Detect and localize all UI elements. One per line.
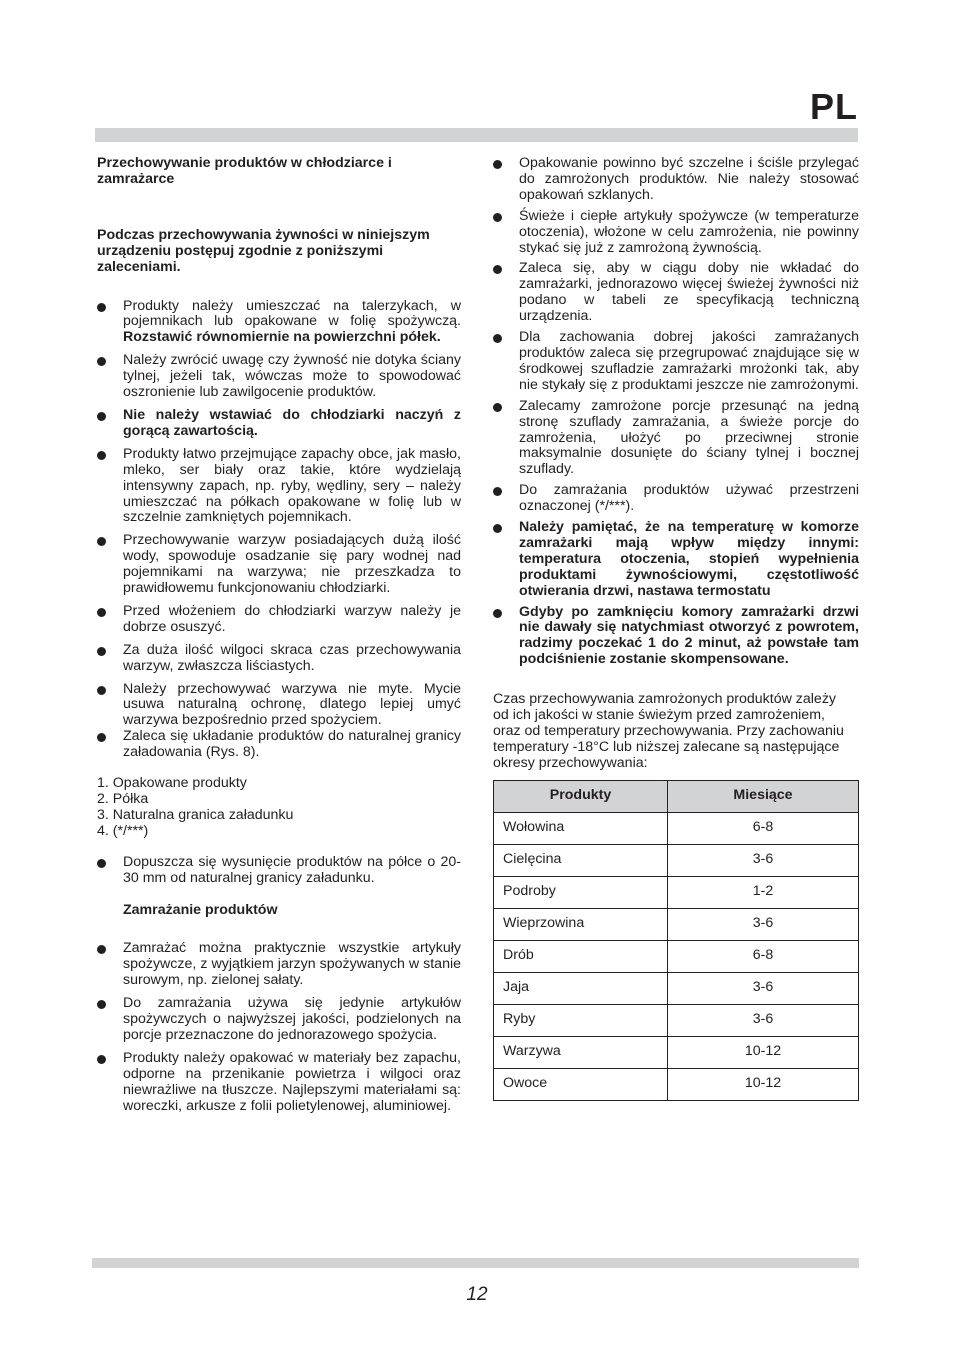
months-cell: 1-2 — [668, 876, 859, 908]
list-item: Gdyby po zamknięciu komory zamrażarki drzwi nie dawały się natychmiast otworzyć z powrotem, radzimy poczekać 1 do 2 minut, aż powstałe tam podciśnienie zostanie skompensowane. — [493, 605, 859, 669]
left-column — [97, 156, 461, 1115]
storage-paragraph: Czas przechowywania zamrożonych produktów zależy od ich jakości w stanie świeżym przed zamrożeniem, oraz od temperatury przechowywania. Przy zachowaniu temperatury -18°C lub niższej zalecane są następujące okresy przechowywania: — [493, 691, 844, 771]
list-item: Dopuszcza się wysunięcie produktów na półce o 20-30 mm od naturalnej granicy załadunku. — [97, 855, 461, 887]
list-item: Nie należy wstawiać do chłodziarki naczyń z gorącą zawartością. — [97, 408, 461, 440]
product-cell: Wieprzowina — [494, 908, 668, 940]
freeze-title: Zamrażanie produktów — [123, 901, 278, 918]
table-row — [494, 940, 859, 972]
table-row — [494, 972, 859, 1004]
list-item: Świeże i ciepłe artykuły spożywcze (w temperaturze otoczenia), włożone w celu zamrożenia, nie powinny stykać się już z zamrożoną żywnością. — [493, 209, 859, 257]
bullet-bold-text: Rozstawić równomiernie na powierzchni półek. — [123, 329, 441, 346]
list-item: Zaleca się układanie produktów do naturalnej granicy załadowania (Rys. 8). — [97, 729, 461, 761]
list-item: Przed włożeniem do chłodziarki warzyw należy je dobrze osuszyć. — [97, 604, 461, 636]
footer-rule — [92, 1258, 859, 1268]
table-row — [494, 1004, 859, 1036]
list-item: Opakowanie powinno być szczelne i ściśle przylegać do zamrożonych produktów. Nie należy stosować opakowań szklanych. — [493, 156, 859, 204]
section-title: Przechowywanie produktów w chłodziarce i zamrażarce — [97, 155, 392, 187]
freeze-advice-bullets — [493, 156, 859, 668]
months-cell: 6-8 — [668, 940, 859, 972]
right-column — [493, 156, 859, 1101]
list-item: Do zamrażania produktów używać przestrzeni oznaczonej (*/***). — [493, 483, 859, 515]
months-cell: 10-12 — [668, 1068, 859, 1100]
list-item: Należy przechowywać warzywa nie myte. Mycie usuwa naturalną ochronę, dlatego lepiej umyć warzywa bezpośrednio przed spożyciem. — [97, 682, 461, 730]
list-item: Produkty należy opakować w materiały bez zapachu, odporne na przenikanie powietrza i wilgoci oraz niewrażliwe na tłuszcze. Najlepszymi materiałami są: woreczki, arkusze z folii polietylenowej, aluminiowej. — [97, 1051, 461, 1115]
months-cell: 3-6 — [668, 972, 859, 1004]
product-cell: Ryby — [494, 1004, 668, 1036]
header-rule — [95, 128, 858, 142]
table-header: Produkty — [494, 780, 668, 812]
shift-bullets — [97, 855, 461, 887]
table-header-row — [494, 780, 859, 812]
months-cell: 3-6 — [668, 908, 859, 940]
months-cell: 3-6 — [668, 1004, 859, 1036]
list-item: Zalecamy zamrożone porcje przesunąć na jedną stronę szuflady zamrażania, a świeże porcje do zamrożenia, ułożyć po przeciwnej stronie maksymalnie dosunięte do ściany tylnej i bocznej szuflady. — [493, 399, 859, 479]
months-cell: 10-12 — [668, 1036, 859, 1068]
product-cell: Drób — [494, 940, 668, 972]
table-body — [494, 812, 859, 1100]
legend-item: 4. (*/***) — [97, 822, 149, 839]
product-cell: Warzywa — [494, 1036, 668, 1068]
months-cell: 6-8 — [668, 812, 859, 844]
bullet-text: Produkty należy umieszczać na talerzykach, w pojemnikach lub opakowane w folię spożywczą. — [123, 297, 461, 330]
table-row — [494, 876, 859, 908]
storage-bullets — [97, 299, 461, 762]
months-cell: 3-6 — [668, 844, 859, 876]
product-cell: Owoce — [494, 1068, 668, 1100]
product-cell: Jaja — [494, 972, 668, 1004]
product-cell: Wołowina — [494, 812, 668, 844]
list-item: Przechowywanie warzyw posiadających dużą ilość wody, spowoduje osadzanie się pary wodnej nad pojemnikami na warzywa; nie przeszkadza to prawidłowemu funkcjonowaniu chłodziarki. — [97, 533, 461, 597]
language-code: PL — [809, 86, 858, 127]
list-item: Zaleca się, aby w ciągu doby nie wkładać do zamrażarki, jednorazowo więcej świeżej żywności niż podano w tabeli ze specyfikacją techniczną urządzenia. — [493, 261, 859, 325]
table-row — [494, 844, 859, 876]
list-item — [97, 299, 461, 347]
table-header: Miesiące — [668, 780, 859, 812]
intro-paragraph: Podczas przechowywania żywności w niniejszym urządzeniu postępuj zgodnie z poniższymi zaleceniami. — [97, 226, 430, 275]
list-item: Dla zachowania dobrej jakości zamrażanych produktów zaleca się przegrupować znajdujące się w środkowej szufladzie zamrażarki mrożonki tak, aby nie stykały się z produktami jeszcze nie zamrożonymi. — [493, 330, 859, 394]
list-item: Zamrażać można praktycznie wszystkie artykuły spożywcze, z wyjątkiem jarzyn spożywanych w stanie surowym, np. zielonej sałaty. — [97, 941, 461, 989]
product-cell: Podroby — [494, 876, 668, 908]
list-item: Do zamrażania używa się jedynie artykułów spożywczych o najwyższej jakości, podzielonych na porcje przeznaczone do jednorazowego spożycia. — [97, 996, 461, 1044]
table-row — [494, 908, 859, 940]
list-item: Za duża ilość wilgoci skraca czas przechowywania warzyw, zwłaszcza liściastych. — [97, 643, 461, 675]
list-item: Należy pamiętać, że na temperaturę w komorze zamrażarki mają wpływ między innymi: temperatura otoczenia, stopień wypełnienia produktami żywnościowymi, częstotliwość otwierania drzwi, nastawa termostatu — [493, 520, 859, 600]
list-item: Należy zwrócić uwagę czy żywność nie dotyka ściany tylnej, jeżeli tak, wówczas może to spowodować oszronienie lub zawilgocenie produktów. — [97, 353, 461, 401]
legend-item: 3. Naturalna granica załadunku — [97, 806, 294, 823]
legend-item: 1. Opakowane produkty — [97, 775, 247, 792]
storage-table — [493, 780, 859, 1101]
figure-legend — [97, 776, 461, 840]
table-row — [494, 1068, 859, 1100]
table-row — [494, 1036, 859, 1068]
table-row — [494, 812, 859, 844]
page-number: 12 — [466, 1284, 488, 1305]
product-cell: Cielęcina — [494, 844, 668, 876]
freeze-bullets — [97, 941, 461, 1114]
legend-item: 2. Półka — [97, 791, 149, 807]
list-item: Produkty łatwo przejmujące zapachy obce, jak masło, mleko, ser biały oraz takie, które wydzielają intensywny zapach, np. ryby, wędliny, sery – należy umieszczać na półkach opakowane w folię lub w szczelnie zamkniętych pojemnikach. — [97, 447, 461, 527]
